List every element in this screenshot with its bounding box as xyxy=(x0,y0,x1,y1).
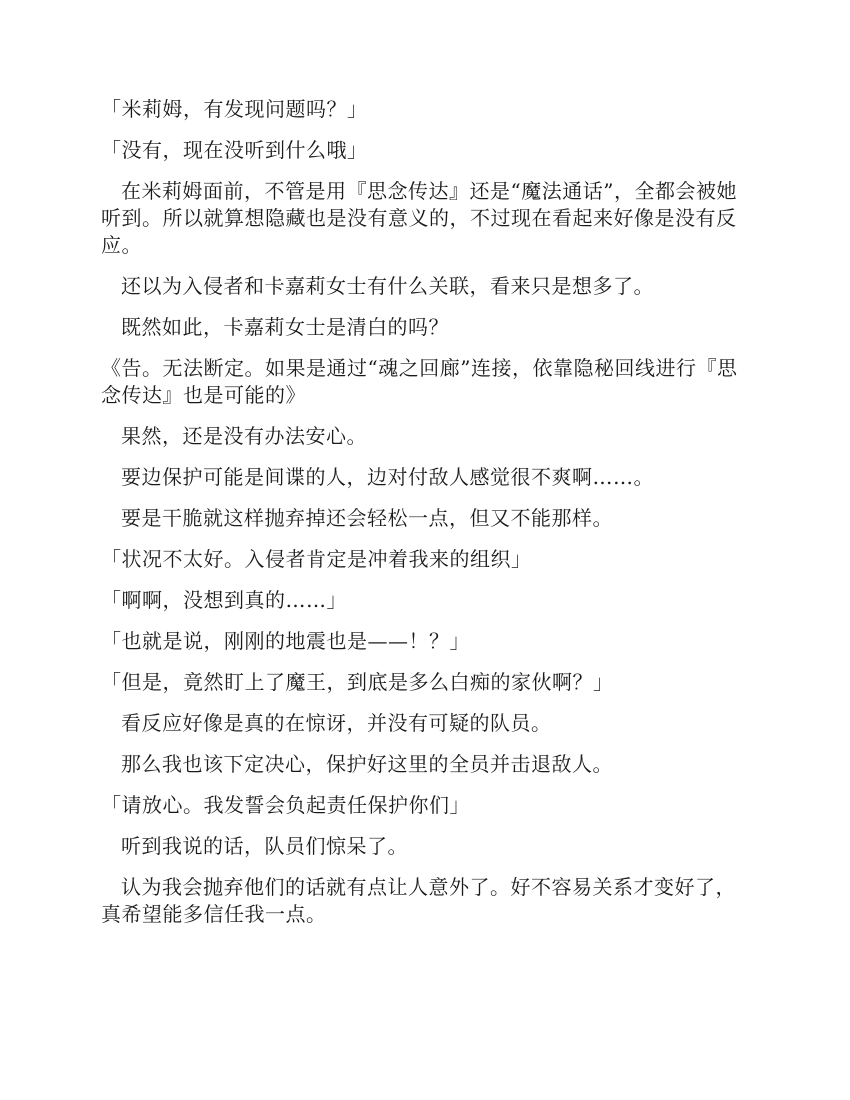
dialogue-line-10: 「状况不太好。入侵者肯定是冲着我来的组织」 xyxy=(101,547,532,571)
narration-paragraph-9: 要是干脆就这样抛弃掉还会轻松一点，但又不能那样。 xyxy=(121,506,613,530)
narration-paragraph-7: 果然，还是没有办法安心。 xyxy=(121,424,367,448)
dialogue-line-16: 「请放心。我发誓会负起责任保护你们」 xyxy=(101,793,470,817)
narration-paragraph-15: 那么我也该下定决心，保护好这里的全员并击退敌人。 xyxy=(121,752,613,776)
narration-paragraph-3: 在米莉姆面前，不管是用『思念传达』还是“魔法通话”，全都会被她听到。所以就算想隐藏也是没有意义的，不过现在看起来好像是没有反应。 xyxy=(101,179,737,257)
narration-paragraph-4: 还以为入侵者和卡嘉莉女士有什么关联，看来只是想多了。 xyxy=(121,274,654,298)
narration-paragraph-14: 看反应好像是真的在惊讶，并没有可疑的队员。 xyxy=(121,711,552,735)
system-voice-paragraph-6: 《告。无法断定。如果是通过“魂之回廊”连接，依靠隐秘回线进行『思念传达』也是可能的》 xyxy=(101,356,738,407)
dialogue-line-12: 「也就是说，刚刚的地震也是——！？」 xyxy=(101,629,470,653)
document-page xyxy=(101,96,753,942)
narration-paragraph-8: 要边保护可能是间谍的人，边对付敌人感觉很不爽啊……。 xyxy=(121,465,654,489)
dialogue-line-11: 「啊啊，没想到真的……」 xyxy=(101,588,347,612)
dialogue-line-13: 「但是，竟然盯上了魔王，到底是多么白痴的家伙啊？」 xyxy=(101,670,614,694)
narration-paragraph-5: 既然如此，卡嘉莉女士是清白的吗？ xyxy=(121,315,449,339)
dialogue-line-2: 「没有，现在没听到什么哦」 xyxy=(101,138,368,162)
dialogue-line-1: 「米莉姆，有发现问题吗？」 xyxy=(101,97,368,121)
narration-paragraph-18: 认为我会抛弃他们的话就有点让人意外了。好不容易关系才变好了，真希望能多信任我一点。 xyxy=(101,875,736,926)
narration-paragraph-17: 听到我说的话，队员们惊呆了。 xyxy=(121,834,408,858)
